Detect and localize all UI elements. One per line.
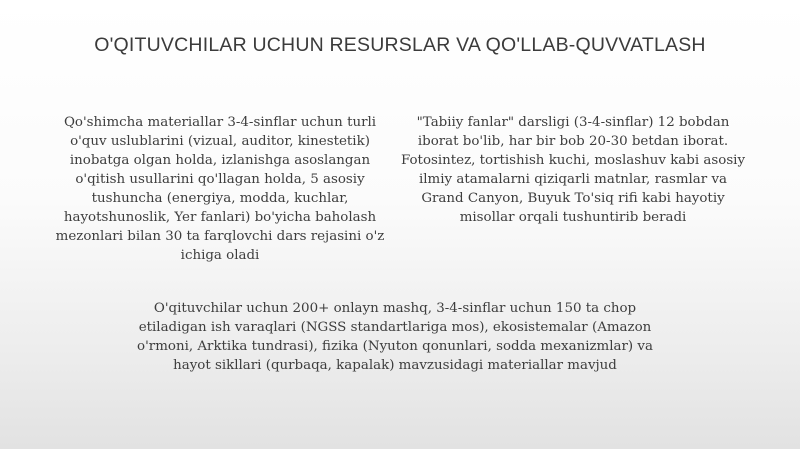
left-text-block: Qo'shimcha materiallar 3-4-sinflar uchun turli o'quv uslublarini (vizual, auditor, kinestetik) inobatga olgan holda, izlanishga asoslangan o'qitish usullarini qo'llagan holda, 5 asosiy tushuncha (energiya, modda, kuchlar, hayotshunoslik, Yer fanlari) bo'yicha baholash mezonlari bilan 30 ta farqlovchi dars rejasini o'z ichiga oladi xyxy=(55,115,385,263)
slide-title: O'QITUVCHILAR UCHUN RESURSLAR VA QO'LLAB-QUVVATLASH xyxy=(94,34,706,56)
bottom-text-block: O'qituvchilar uchun 200+ onlayn mashq, 3-4-sinflar uchun 150 ta chop etiladigan ish varaqlari (NGSS standartlariga mos), ekosistemalar (Amazon o'rmoni, Arktika tundrasi), fizika (Nyuton qonunlari, sodda mexanizmlar) va hayot sikllari (qurbaqa, kapalak) mavzusidagi materiallar mavjud xyxy=(137,301,653,373)
right-text-block: "Tabiiy fanlar" darsligi (3-4-sinflar) 12 bobdan iborat bo'lib, har bir bob 20-30 betdan iborat. Fotosintez, tortishish kuchi, moslashuv kabi asosiy ilmiy atamalarni qiziqarli matnlar, rasmlar va Grand Canyon, Buyuk To'siq rifi kabi hayotiy misollar orqali tushuntirib beradi xyxy=(400,115,746,225)
